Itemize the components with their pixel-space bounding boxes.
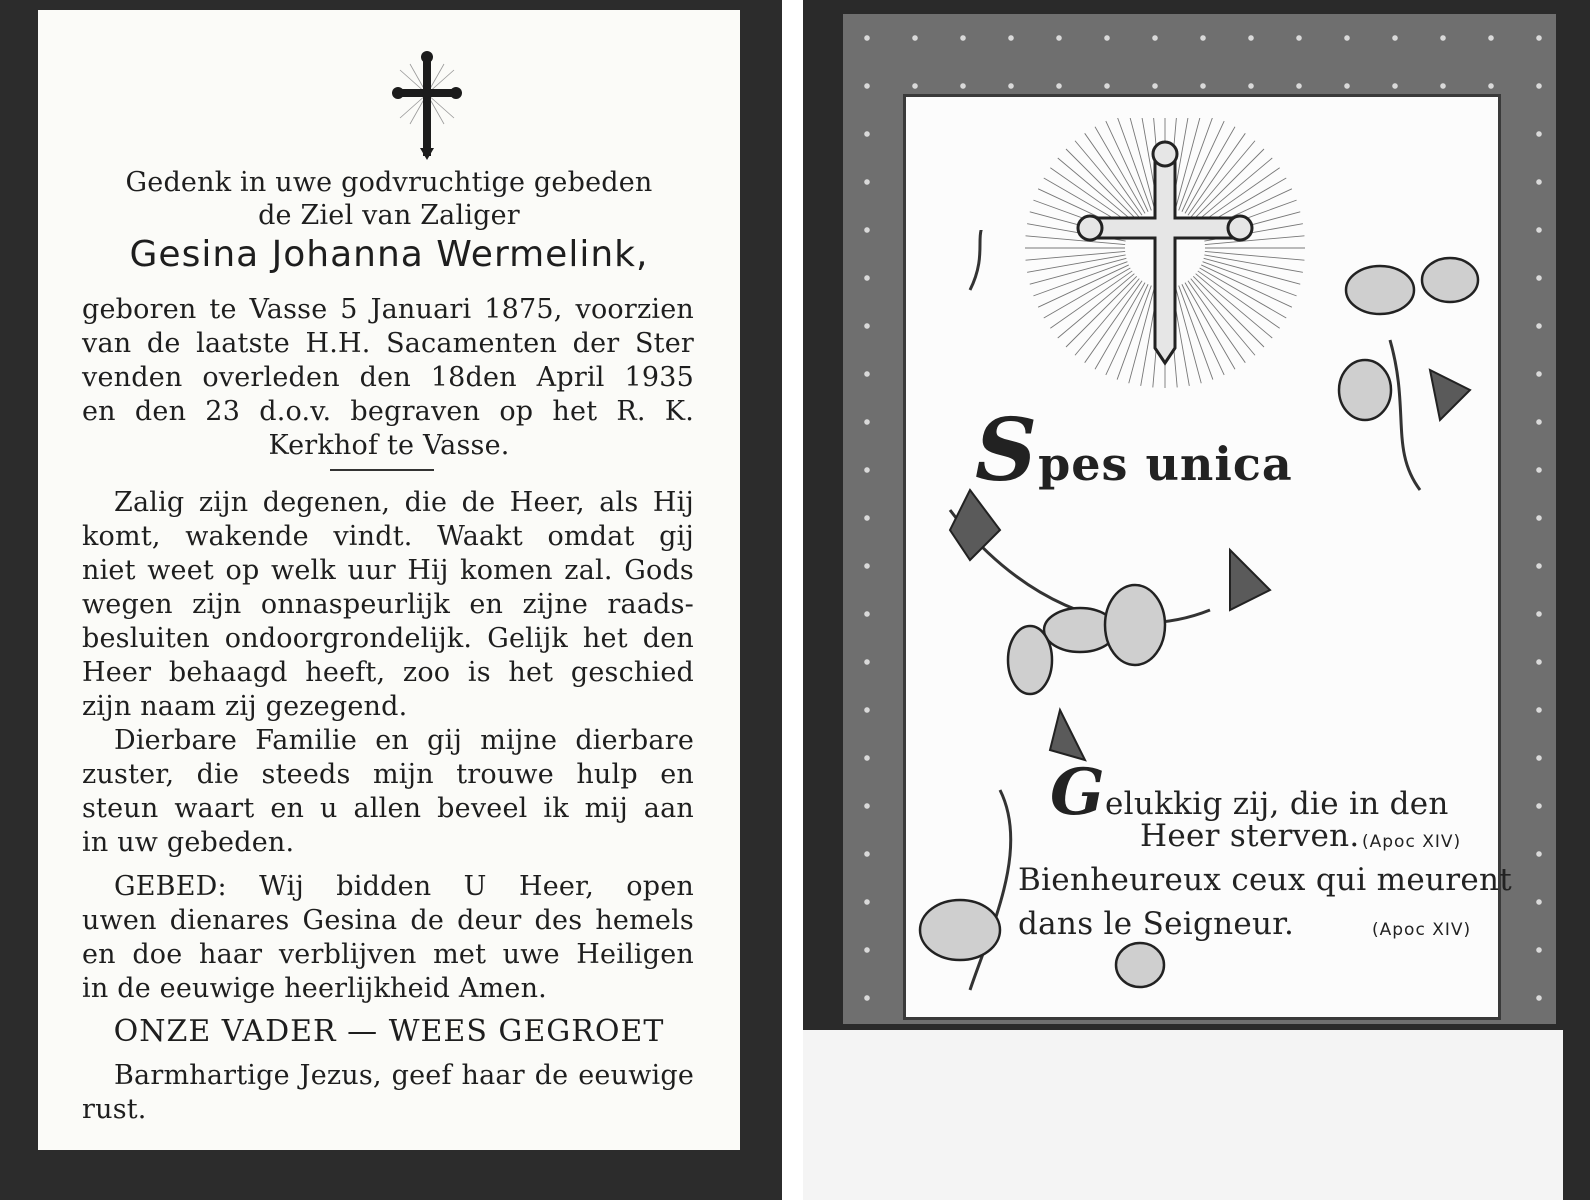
- verse-line: niet weet op welk uur Hij komen zal. Gods: [82, 555, 694, 586]
- dutch-verse-ref: (Apoc XIV): [1362, 832, 1462, 852]
- verse-line: Heer behaagd heeft, zoo is het geschied: [82, 657, 694, 688]
- verse-line: besluiten ondoorgrondelijk. Gelijk het den: [82, 623, 694, 654]
- french-verse-line1: Bienheureux ceux qui meurent: [1018, 862, 1513, 898]
- memorial-card: [0, 0, 782, 1200]
- verse-line: komt, wakende vindt. Waakt omdat gij: [82, 521, 694, 552]
- french-verse-ref: (Apoc XIV): [1372, 920, 1472, 940]
- family-line: Dierbare Familie en gij mijne dierbare: [114, 725, 694, 756]
- dutch-verse-line2: Heer sterven.: [1140, 818, 1360, 854]
- biography-line: geboren te Vasse 5 Januari 1875, voorzien: [82, 294, 694, 325]
- verse-line: wegen zijn onnaspeurlijk en zijne raads-: [82, 589, 694, 620]
- closing-line: rust.: [82, 1094, 147, 1125]
- biography-line: van de laatste H.H. Sacamenten der Ster: [82, 328, 694, 359]
- dutch-verse-line1: elukkig zij, die in den: [1104, 786, 1449, 822]
- biography-line: Kerkhof te Vasse.: [268, 430, 510, 461]
- family-line: steun waart en u allen beveel ik mij aan: [82, 793, 694, 824]
- verse-line: zijn naam zij gezegend.: [82, 691, 408, 722]
- family-line: zuster, die steeds mijn trouwe hulp en: [82, 759, 694, 790]
- prayer-line: en doe haar verblijven met uwe Heiligen: [82, 939, 694, 970]
- memorial-card-paper: [38, 10, 740, 1150]
- intro-line: Gedenk in uwe godvruchtige gebeden: [125, 167, 653, 198]
- motto-cap: S: [975, 400, 1039, 501]
- prayer-line: GEBED: Wij bidden U Heer, open: [114, 871, 694, 902]
- cross-icon: [390, 50, 464, 162]
- biography-line: venden overleden den 18den April 1935: [82, 362, 694, 393]
- motto-rest: pes unica: [1038, 437, 1293, 491]
- verse-line: Zalig zijn degenen, die de Heer, als Hij: [114, 487, 694, 518]
- deceased-name: Gesina Johanna Wermelink,: [129, 234, 649, 275]
- family-line: in uw gebeden.: [82, 827, 295, 858]
- prayer-line: in de eeuwige heerlijkheid Amen.: [82, 973, 547, 1004]
- dutch-verse-line: [1140, 818, 1360, 854]
- closing-line: Barmhartige Jezus, geef haar de eeuwige: [114, 1060, 694, 1091]
- motto-text: [975, 400, 1293, 501]
- prayer-line: uwen dienares Gesina de deur des hemels: [82, 905, 694, 936]
- dutch-verse-cap: G: [1050, 755, 1105, 830]
- card-bottom-margin: [803, 1030, 1563, 1200]
- biography-line: en den 23 d.o.v. begraven op het R. K.: [82, 396, 694, 427]
- divider: [330, 469, 434, 471]
- prayers-line: ONZE VADER — WEES GEGROET: [113, 1014, 665, 1049]
- intro-line: de Ziel van Zaliger: [258, 200, 520, 231]
- french-verse-line2: dans le Seigneur.: [1018, 906, 1295, 942]
